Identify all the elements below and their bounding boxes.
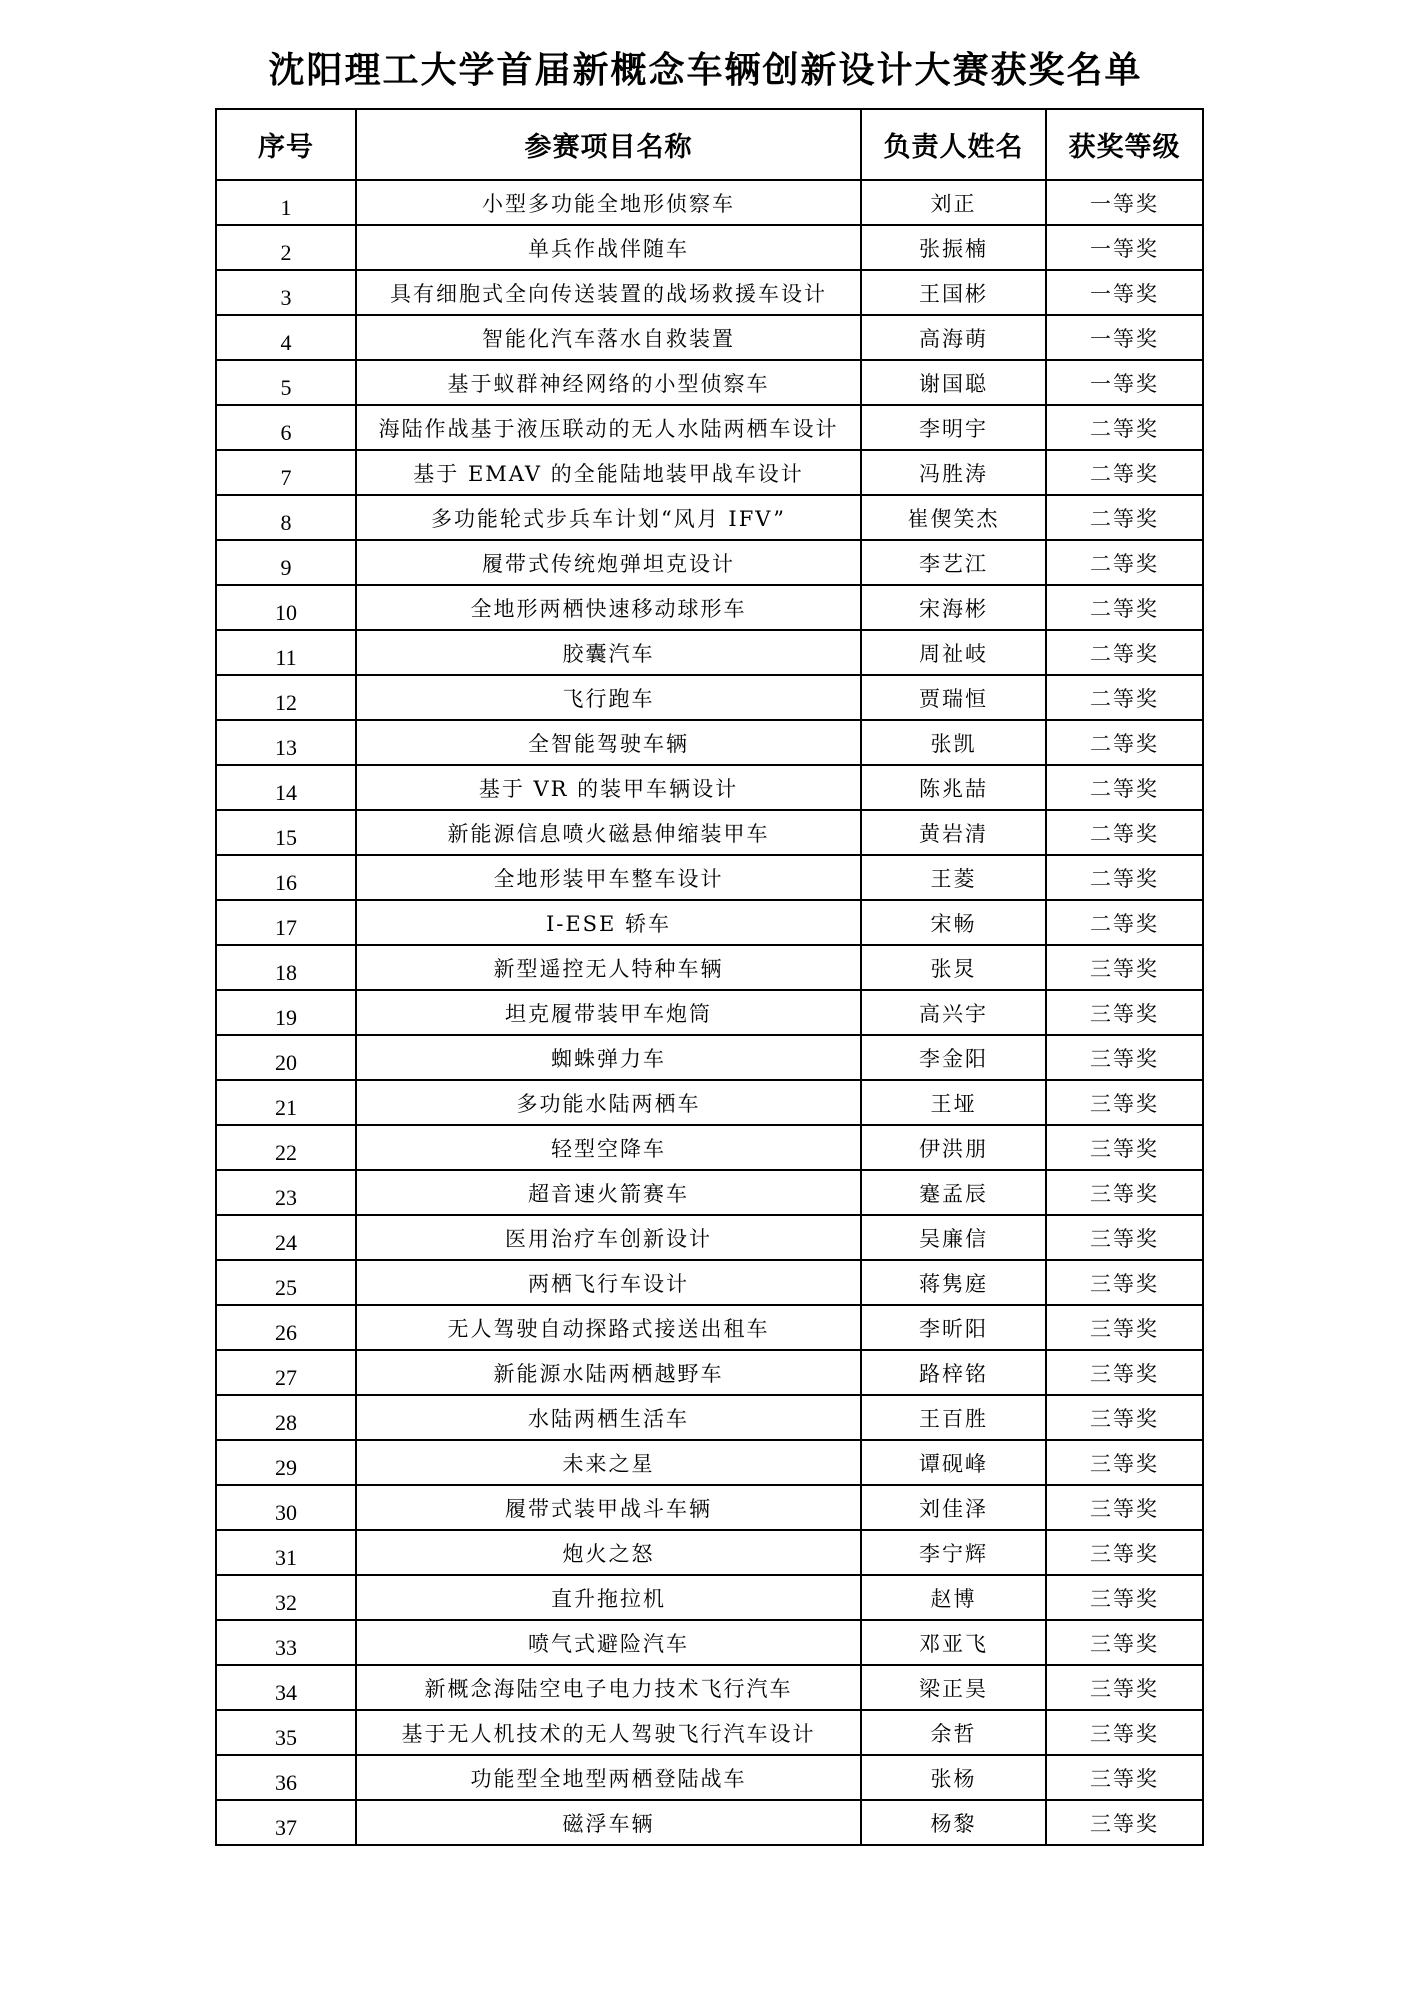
row-leader-name: 李金阳 — [861, 1035, 1046, 1080]
row-award-level: 三等奖 — [1046, 1350, 1203, 1395]
row-index: 13 — [216, 720, 356, 765]
row-project-name: 履带式装甲战斗车辆 — [356, 1485, 861, 1530]
row-index: 31 — [216, 1530, 356, 1575]
row-award-level: 二等奖 — [1046, 450, 1203, 495]
table-row — [216, 270, 1203, 315]
row-project-name: 基于无人机技术的无人驾驶飞行汽车设计 — [356, 1710, 861, 1755]
row-award-level: 三等奖 — [1046, 1755, 1203, 1800]
row-award-level: 三等奖 — [1046, 1530, 1203, 1575]
row-index: 10 — [216, 585, 356, 630]
row-award-level: 三等奖 — [1046, 1440, 1203, 1485]
row-leader-name: 冯胜涛 — [861, 450, 1046, 495]
row-award-level: 三等奖 — [1046, 1035, 1203, 1080]
table-row — [216, 1395, 1203, 1440]
row-leader-name: 邓亚飞 — [861, 1620, 1046, 1665]
table-row — [216, 1800, 1203, 1845]
row-project-name: 单兵作战伴随车 — [356, 225, 861, 270]
row-project-name: 新能源水陆两栖越野车 — [356, 1350, 861, 1395]
row-leader-name: 王国彬 — [861, 270, 1046, 315]
row-project-name: 蜘蛛弹力车 — [356, 1035, 861, 1080]
row-index: 25 — [216, 1260, 356, 1305]
row-leader-name: 宋海彬 — [861, 585, 1046, 630]
table-row — [216, 1530, 1203, 1575]
row-index: 11 — [216, 630, 356, 675]
row-award-level: 三等奖 — [1046, 1395, 1203, 1440]
row-index: 35 — [216, 1710, 356, 1755]
table-row — [216, 225, 1203, 270]
row-award-level: 三等奖 — [1046, 1260, 1203, 1305]
row-index: 1 — [216, 180, 356, 225]
table-row — [216, 180, 1203, 225]
row-index: 5 — [216, 360, 356, 405]
row-project-name: 直升拖拉机 — [356, 1575, 861, 1620]
row-index: 20 — [216, 1035, 356, 1080]
row-leader-name: 黄岩清 — [861, 810, 1046, 855]
table-row — [216, 1170, 1203, 1215]
row-leader-name: 李明宇 — [861, 405, 1046, 450]
row-award-level: 二等奖 — [1046, 675, 1203, 720]
row-award-level: 三等奖 — [1046, 1575, 1203, 1620]
row-award-level: 二等奖 — [1046, 405, 1203, 450]
row-award-level: 二等奖 — [1046, 585, 1203, 630]
table-row — [216, 360, 1203, 405]
row-project-name: 未来之星 — [356, 1440, 861, 1485]
row-project-name: 水陆两栖生活车 — [356, 1395, 861, 1440]
row-award-level: 三等奖 — [1046, 1620, 1203, 1665]
row-project-name: 两栖飞行车设计 — [356, 1260, 861, 1305]
table-row — [216, 675, 1203, 720]
row-index: 12 — [216, 675, 356, 720]
row-project-name: 基于 VR 的装甲车辆设计 — [356, 765, 861, 810]
row-project-name: 炮火之怒 — [356, 1530, 861, 1575]
row-project-name: 磁浮车辆 — [356, 1800, 861, 1845]
row-award-level: 二等奖 — [1046, 855, 1203, 900]
row-index: 34 — [216, 1665, 356, 1710]
row-index: 16 — [216, 855, 356, 900]
table-row — [216, 1260, 1203, 1305]
row-project-name: 多功能轮式步兵车计划“风月 IFV” — [356, 495, 861, 540]
row-project-name: 全地形装甲车整车设计 — [356, 855, 861, 900]
table-row — [216, 1575, 1203, 1620]
row-index: 21 — [216, 1080, 356, 1125]
row-leader-name: 李昕阳 — [861, 1305, 1046, 1350]
row-award-level: 一等奖 — [1046, 360, 1203, 405]
row-leader-name: 杨黎 — [861, 1800, 1046, 1845]
header-project-name: 参赛项目名称 — [356, 109, 861, 180]
table-row — [216, 765, 1203, 810]
row-award-level: 三等奖 — [1046, 1170, 1203, 1215]
row-award-level: 一等奖 — [1046, 225, 1203, 270]
row-index: 22 — [216, 1125, 356, 1170]
row-leader-name: 赵博 — [861, 1575, 1046, 1620]
row-index: 14 — [216, 765, 356, 810]
row-index: 7 — [216, 450, 356, 495]
row-project-name: 履带式传统炮弹坦克设计 — [356, 540, 861, 585]
row-index: 9 — [216, 540, 356, 585]
row-index: 8 — [216, 495, 356, 540]
row-project-name: 新概念海陆空电子电力技术飞行汽车 — [356, 1665, 861, 1710]
table-row — [216, 990, 1203, 1035]
row-leader-name: 刘正 — [861, 180, 1046, 225]
row-award-level: 二等奖 — [1046, 810, 1203, 855]
row-index: 17 — [216, 900, 356, 945]
row-index: 3 — [216, 270, 356, 315]
row-leader-name: 李艺江 — [861, 540, 1046, 585]
row-leader-name: 张凯 — [861, 720, 1046, 765]
row-leader-name: 周祉岐 — [861, 630, 1046, 675]
table-row — [216, 1080, 1203, 1125]
row-project-name: I-ESE 轿车 — [356, 900, 861, 945]
table-row — [216, 1215, 1203, 1260]
row-leader-name: 贾瑞恒 — [861, 675, 1046, 720]
row-leader-name: 蹇孟辰 — [861, 1170, 1046, 1215]
table-row — [216, 585, 1203, 630]
row-leader-name: 刘佳泽 — [861, 1485, 1046, 1530]
row-index: 4 — [216, 315, 356, 360]
row-leader-name: 吴廉信 — [861, 1215, 1046, 1260]
row-index: 19 — [216, 990, 356, 1035]
row-project-name: 无人驾驶自动探路式接送出租车 — [356, 1305, 861, 1350]
row-award-level: 二等奖 — [1046, 495, 1203, 540]
row-project-name: 多功能水陆两栖车 — [356, 1080, 861, 1125]
table-row — [216, 1665, 1203, 1710]
row-index: 27 — [216, 1350, 356, 1395]
row-leader-name: 谭砚峰 — [861, 1440, 1046, 1485]
header-index: 序号 — [216, 109, 356, 180]
row-project-name: 胶囊汽车 — [356, 630, 861, 675]
row-award-level: 三等奖 — [1046, 990, 1203, 1035]
row-leader-name: 伊洪朋 — [861, 1125, 1046, 1170]
award-table — [215, 108, 1204, 1846]
row-award-level: 一等奖 — [1046, 270, 1203, 315]
row-award-level: 三等奖 — [1046, 1215, 1203, 1260]
row-award-level: 三等奖 — [1046, 1665, 1203, 1710]
row-project-name: 小型多功能全地形侦察车 — [356, 180, 861, 225]
table-row — [216, 1035, 1203, 1080]
row-award-level: 三等奖 — [1046, 1485, 1203, 1530]
row-award-level: 二等奖 — [1046, 765, 1203, 810]
table-row — [216, 630, 1203, 675]
row-leader-name: 张炅 — [861, 945, 1046, 990]
row-leader-name: 路梓铭 — [861, 1350, 1046, 1395]
row-award-level: 三等奖 — [1046, 945, 1203, 990]
row-leader-name: 高海萌 — [861, 315, 1046, 360]
table-row — [216, 1350, 1203, 1395]
row-index: 30 — [216, 1485, 356, 1530]
row-leader-name: 谢国聪 — [861, 360, 1046, 405]
table-row — [216, 540, 1203, 585]
row-leader-name: 崔偰笑杰 — [861, 495, 1046, 540]
row-project-name: 功能型全地型两栖登陆战车 — [356, 1755, 861, 1800]
row-index: 29 — [216, 1440, 356, 1485]
row-leader-name: 王百胜 — [861, 1395, 1046, 1440]
table-row — [216, 945, 1203, 990]
table-row — [216, 1755, 1203, 1800]
row-award-level: 二等奖 — [1046, 540, 1203, 585]
row-project-name: 飞行跑车 — [356, 675, 861, 720]
row-index: 33 — [216, 1620, 356, 1665]
row-leader-name: 王垭 — [861, 1080, 1046, 1125]
table-row — [216, 450, 1203, 495]
row-project-name: 海陆作战基于液压联动的无人水陆两栖车设计 — [356, 405, 861, 450]
row-index: 32 — [216, 1575, 356, 1620]
row-index: 2 — [216, 225, 356, 270]
document-title: 沈阳理工大学首届新概念车辆创新设计大赛获奖名单 — [268, 49, 1143, 91]
table-row — [216, 855, 1203, 900]
table-row — [216, 900, 1203, 945]
row-index: 18 — [216, 945, 356, 990]
row-project-name: 基于 EMAV 的全能陆地装甲战车设计 — [356, 450, 861, 495]
row-project-name: 超音速火箭赛车 — [356, 1170, 861, 1215]
row-leader-name: 宋畅 — [861, 900, 1046, 945]
row-award-level: 三等奖 — [1046, 1125, 1203, 1170]
header-award-level: 获奖等级 — [1046, 109, 1203, 180]
table-header-row — [216, 109, 1203, 180]
row-award-level: 三等奖 — [1046, 1080, 1203, 1125]
row-award-level: 二等奖 — [1046, 900, 1203, 945]
row-index: 37 — [216, 1800, 356, 1845]
row-leader-name: 陈兆喆 — [861, 765, 1046, 810]
row-project-name: 全智能驾驶车辆 — [356, 720, 861, 765]
header-leader-name: 负责人姓名 — [861, 109, 1046, 180]
row-leader-name: 张杨 — [861, 1755, 1046, 1800]
row-project-name: 坦克履带装甲车炮筒 — [356, 990, 861, 1035]
table-row — [216, 315, 1203, 360]
table-row — [216, 1125, 1203, 1170]
row-leader-name: 王菱 — [861, 855, 1046, 900]
row-award-level: 一等奖 — [1046, 315, 1203, 360]
row-project-name: 基于蚁群神经网络的小型侦察车 — [356, 360, 861, 405]
table-row — [216, 1305, 1203, 1350]
row-index: 36 — [216, 1755, 356, 1800]
row-index: 24 — [216, 1215, 356, 1260]
table-row — [216, 1485, 1203, 1530]
row-leader-name: 梁正昊 — [861, 1665, 1046, 1710]
row-project-name: 全地形两栖快速移动球形车 — [356, 585, 861, 630]
row-project-name: 喷气式避险汽车 — [356, 1620, 861, 1665]
row-index: 15 — [216, 810, 356, 855]
row-leader-name: 李宁辉 — [861, 1530, 1046, 1575]
table-row — [216, 720, 1203, 765]
row-award-level: 三等奖 — [1046, 1710, 1203, 1755]
row-index: 23 — [216, 1170, 356, 1215]
row-project-name: 医用治疗车创新设计 — [356, 1215, 861, 1260]
table-body — [216, 180, 1203, 1845]
row-index: 6 — [216, 405, 356, 450]
row-project-name: 新型遥控无人特种车辆 — [356, 945, 861, 990]
table-row — [216, 810, 1203, 855]
row-leader-name: 张振楠 — [861, 225, 1046, 270]
row-award-level: 一等奖 — [1046, 180, 1203, 225]
row-award-level: 三等奖 — [1046, 1800, 1203, 1845]
row-project-name: 智能化汽车落水自救装置 — [356, 315, 861, 360]
row-index: 28 — [216, 1395, 356, 1440]
row-project-name: 新能源信息喷火磁悬伸缩装甲车 — [356, 810, 861, 855]
table-row — [216, 1620, 1203, 1665]
row-index: 26 — [216, 1305, 356, 1350]
row-leader-name: 蒋隽庭 — [861, 1260, 1046, 1305]
row-leader-name: 余哲 — [861, 1710, 1046, 1755]
row-project-name: 轻型空降车 — [356, 1125, 861, 1170]
table-row — [216, 495, 1203, 540]
row-project-name: 具有细胞式全向传送装置的战场救援车设计 — [356, 270, 861, 315]
row-award-level: 三等奖 — [1046, 1305, 1203, 1350]
row-award-level: 二等奖 — [1046, 720, 1203, 765]
row-award-level: 二等奖 — [1046, 630, 1203, 675]
table-row — [216, 405, 1203, 450]
table-row — [216, 1710, 1203, 1755]
row-leader-name: 高兴宇 — [861, 990, 1046, 1035]
table-row — [216, 1440, 1203, 1485]
